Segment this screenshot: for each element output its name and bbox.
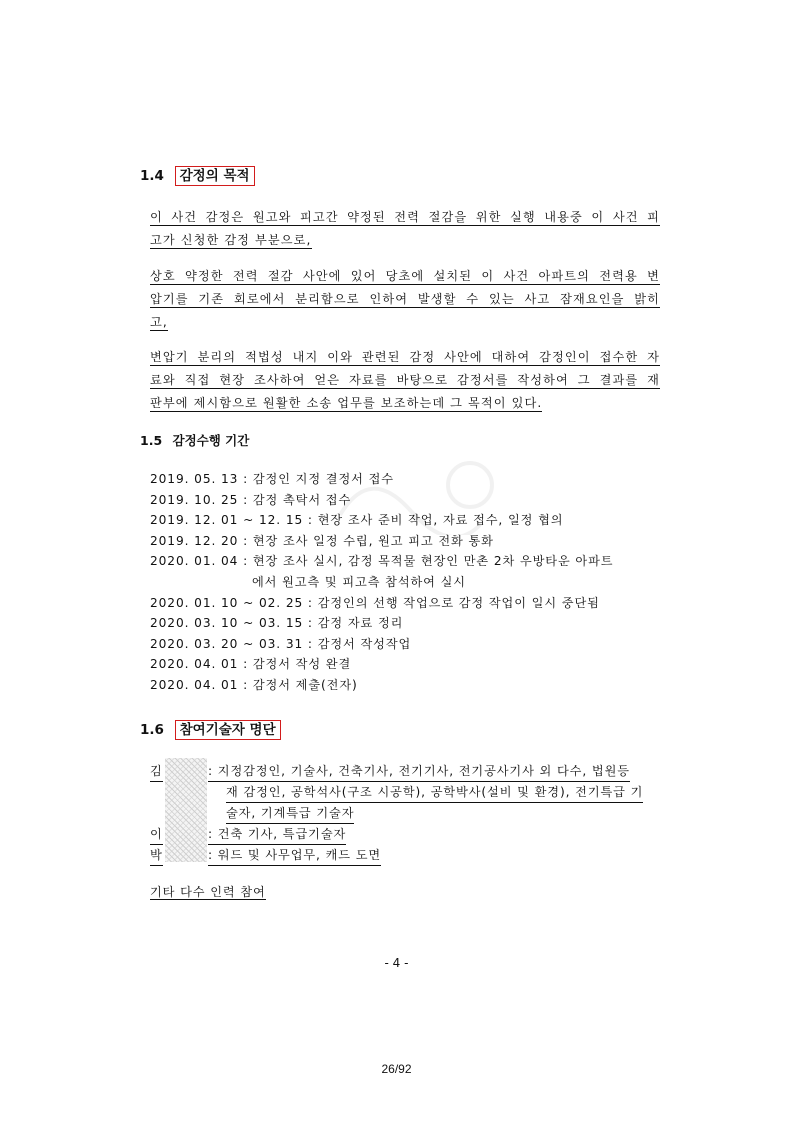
staff-list (150, 761, 660, 866)
section-number: 1.5 (140, 433, 163, 448)
staff-row-continued (150, 803, 660, 824)
schedule-list (150, 469, 613, 696)
staff-description: : 건축 기사, 특급기술자 (208, 824, 346, 845)
staff-description: 재 감정인, 공학석사(구조 시공학), 공학박사(설비 및 환경), 전기특급 기 (226, 782, 643, 803)
purpose-paragraph-3 (150, 347, 660, 416)
schedule-item: 2020. 03. 20 ~ 03. 31 : 감정서 작성작업 (150, 636, 412, 651)
text-line: 고가 신청한 감정 부분으로, (150, 233, 312, 247)
section-title: 감정수행 기간 (172, 433, 250, 448)
section-heading-1-5 (140, 431, 249, 449)
page-counter: 26/92 (381, 1062, 412, 1076)
section-title: 감정의 목적 (175, 166, 255, 186)
purpose-paragraph-1 (150, 207, 660, 253)
section-number: 1.4 (140, 168, 164, 184)
staff-description: : 지정감정인, 기술사, 건축기사, 전기기사, 전기공사기사 외 다수, 법원등 (208, 761, 630, 782)
schedule-item: 2020. 01. 04 : 현장 조사 실시, 감정 목적물 현장인 만촌 2차 우방타운 아파트 (150, 554, 614, 569)
staff-description: : 워드 및 사무업무, 캐드 도면 (208, 845, 381, 866)
schedule-item: 2020. 04. 01 : 감정서 제출(전자) (150, 677, 358, 692)
section-title: 참여기술자 명단 (175, 720, 281, 740)
staff-name: 이 (150, 824, 163, 845)
staff-row (150, 824, 660, 845)
schedule-item: 2020. 04. 01 : 감정서 작성 완결 (150, 657, 352, 672)
staff-name: 김 (150, 761, 163, 782)
staff-description: 술자, 기계특급 기술자 (226, 803, 354, 824)
schedule-item: 2020. 01. 10 ~ 02. 25 : 감정인의 선행 작업으로 감정 작업이 일시 중단됨 (150, 595, 600, 610)
text-line: 이 사건 감정은 원고와 피고간 약정된 전력 절감을 위한 실행 내용중 이 사건 피 (150, 210, 660, 224)
schedule-item: 2019. 05. 13 : 감정인 지정 결정서 접수 (150, 472, 394, 486)
staff-row (150, 761, 660, 782)
text-line: 료와 직접 현장 조사하여 얻은 자료를 바탕으로 감정서를 작성하여 그 결과를 재 (150, 373, 660, 387)
schedule-item: 2019. 12. 20 : 현장 조사 일정 수립, 원고 피고 전화 통화 (150, 533, 494, 548)
text-line: 변압기 분리의 적법성 내지 이와 관련된 감정 사안에 대하여 감정인이 접수한 자 (150, 350, 660, 364)
text-line: 압기를 기존 회로에서 분리함으로 인하여 발생할 수 있는 사고 잠재요인을 밝히 (150, 292, 660, 306)
section-number: 1.6 (140, 722, 164, 738)
other-participants-text: 기타 다수 인력 참여 (150, 885, 266, 899)
schedule-item: 2019. 10. 25 : 감정 촉탁서 접수 (150, 492, 352, 507)
staff-name: 박 (150, 845, 163, 866)
schedule-item: 2020. 03. 10 ~ 03. 15 : 감정 자료 정리 (150, 616, 404, 631)
text-line: 상호 약정한 전력 절감 사안에 있어 당초에 설치된 이 사건 아파트의 전력용 변 (150, 269, 660, 283)
other-participants (150, 883, 660, 900)
section-heading-1-4 (140, 164, 255, 184)
staff-row-continued (150, 782, 660, 803)
schedule-item-continued: 에서 원고측 및 피고측 참석하여 실시 (252, 574, 466, 589)
section-heading-1-6 (140, 718, 281, 738)
text-line: 판부에 제시함으로 원활한 소송 업무를 보조하는데 그 목적이 있다. (150, 396, 543, 410)
staff-row (150, 845, 660, 866)
page-number: - 4 - (384, 956, 409, 970)
schedule-item: 2019. 12. 01 ~ 12. 15 : 현장 조사 준비 작업, 자료 접수, 일정 협의 (150, 513, 564, 528)
text-line: 고, (150, 315, 168, 329)
purpose-paragraph-2 (150, 266, 660, 335)
